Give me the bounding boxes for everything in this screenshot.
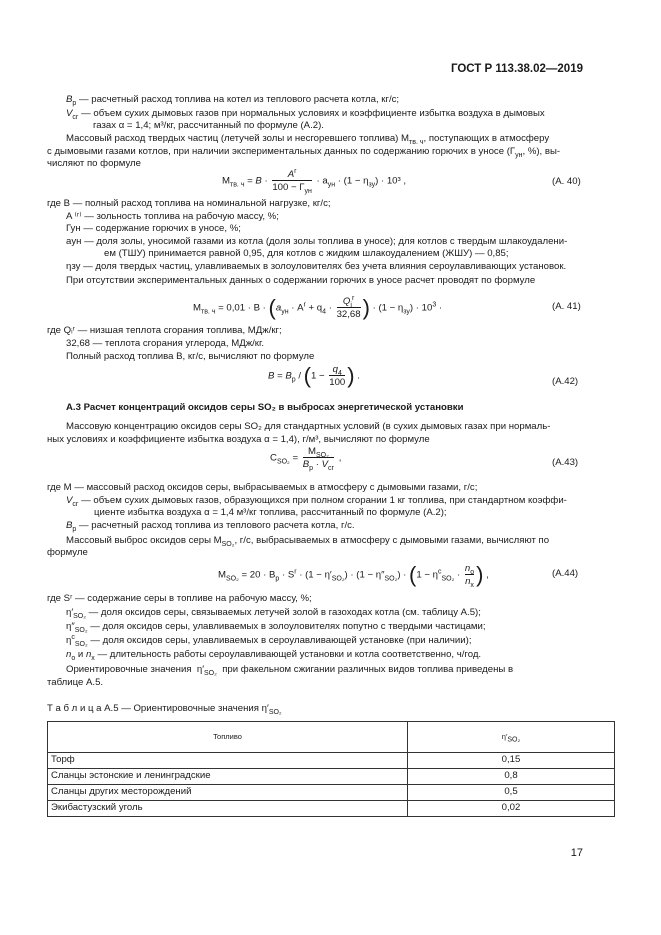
para1-line2: с дымовыми газами котлов, при наличии экспериментальных данных по содержанию горючих в уносе ($Г_{ун}$, %), вы-: [47, 146, 561, 159]
table-cell-value: 0,02: [408, 801, 615, 817]
para-approx-values: Ориентировочные значения $\eta'_{SO_2}$ при факельном сжигании различных видов топлива приведены в: [66, 664, 514, 677]
def-b: где B — полный расход топлива на номинальной нагрузке, кг/с;: [47, 198, 331, 209]
def-3268: 32,68 — теплота сгорания углерода, МДж/кг.: [66, 338, 264, 349]
para-mass-emission: Массовый выброс оксидов серы $M_{SO_2}$, г/с, выбрасываемых в атмосферу с дымовыми газами, вычисляют по: [66, 535, 550, 548]
para2-line1: Массовую концентрацию оксидов серы SO₂ для стандартных условий (в сухих дымовых газах при нормаль-: [66, 421, 551, 432]
def-sr: где Sʳ — содержание серы в топливе на рабочую массу, %;: [47, 593, 312, 604]
formula-a40-number: (А. 40): [552, 176, 581, 187]
para-no-experiment: При отсутствии экспериментальных данных о содержании горючих в уносе расчет проводят по формуле: [66, 275, 536, 286]
formula-a41-number: (А. 41): [552, 301, 581, 312]
formula-a41: $M_{тв. ч} = 0,01 \cdot B \cdot (a_{ун} \cdot A^r + q_4$ · $Q_i^r$ 32,68 ) · $(1 - \eta_{зу}) \cdot 10^3$ ·: [193, 294, 443, 320]
table-cell-value: 0,8: [408, 769, 615, 785]
def-eta1: $\eta'_{SO_2}$ — доля оксидов серы, связываемых летучей золой в газоходах котла (см. таблицу А.5);: [66, 607, 481, 620]
table-row: [48, 769, 615, 785]
def-vcg2-line2: циенте избытка воздуха α = 1,4 м³/кг топлива, рассчитанный по формуле (А.2);: [94, 507, 447, 518]
table-header-fuel: Топливо: [48, 722, 408, 753]
section-a3-title: А.3 Расчет концентраций оксидов серы SO₂ в выбросах энергетической установки: [66, 402, 464, 413]
page-number: 17: [570, 847, 583, 859]
para-mass-emission-line2: формуле: [47, 547, 88, 558]
formula-a42-number: (А.42): [552, 376, 579, 387]
def-vcg2-line1: $V_{сг}$ — объем сухих дымовых газов, образующихся при полном сгорании 1 кг топлива, при стандартном коэффи-: [66, 495, 567, 508]
table-cell-value: 0,15: [408, 753, 615, 769]
def-vcg-line1: $V_{сг}$ — объем сухих дымовых газов при нормальных условиях и коэффициенте избытка воздуха в дымовых: [66, 108, 545, 121]
def-mso2: где M — массовый расход оксидов серы, выбрасываемых в атмосферу с дымовыми газами, г/с;: [47, 482, 478, 493]
def-gun: Гун — содержание горючих в уносе, %;: [66, 223, 241, 234]
para-full-consumption: Полный расход топлива B, кг/с, вычисляют по формуле: [66, 351, 315, 362]
def-vcg-line2: газах α = 1,4; м³/кг, рассчитанный по формуле (А.2).: [93, 120, 324, 131]
def-no-nx: $n_о$ и $n_x$ — длительность работы сероулавливающей установки и котла соответственно, ч/год.: [66, 649, 482, 662]
para2-line2: ных условиях и коэффициенте избытка воздуха α = 1,4), г/м³, вычисляют по формуле: [47, 434, 430, 445]
def-qir: где Qᵢʳ — низшая теплота сгорания топлива, МДж/кг;: [47, 325, 282, 336]
para1-line3: числяют по формуле: [47, 158, 141, 169]
formula-a43-number: (А.43): [552, 457, 579, 468]
formula-a44-number: (А.44): [552, 568, 579, 579]
table-cell-fuel: Торф: [48, 753, 408, 769]
document-header: ГОСТ Р 113.38.02—2019: [450, 63, 583, 75]
def-ar: A ⁽ʳ⁾ — зольность топлива на рабочую массу, %;: [66, 211, 279, 222]
table-cell-fuel: Экибастузский уголь: [48, 801, 408, 817]
def-aun-line2: ем (ТШУ) принимается равной 0,95, для котлов с жидким шлакоудалением (ЖШУ) — 0,85;: [104, 248, 509, 259]
formula-a43: $C_{SO_2}$ = $M_{SO_2}$ $B_р \cdot V_{сг}$ ,: [270, 446, 342, 472]
def-bp: $B_р$ — расчетный расход топлива на котел из теплового расчета котла, кг/с;: [66, 94, 400, 107]
def-bp2: $B_р$ — расчетный расход топлива из теплового расчета котла, г/с.: [66, 520, 355, 533]
table-row: [48, 801, 615, 817]
table-header-eta: $\eta'_{SO_2}$: [408, 722, 615, 753]
def-eta2: $\eta''_{SO_2}$ — доля оксидов серы, улавливаемых в золоуловителях попутно с твердыми частицами;: [66, 621, 486, 634]
formula-a42: $B = B_р / (1$ − $\frac{q_4}{100}$ ) .: [268, 363, 360, 388]
table-a5: [47, 721, 615, 817]
table-cell-fuel: Сланцы эстонские и ленинградские: [48, 769, 408, 785]
table-cell-value: 0,5: [408, 785, 615, 801]
table-row: [48, 753, 615, 769]
table-caption: Т а б л и ц а А.5 — Ориентировочные значения $\eta'_{SO_2}$: [47, 703, 282, 716]
para1-line1: Массовый расход твердых частиц (летучей золы и несгоревшего топлива) $M_{тв. ч}$, поступающих в атмосферу: [66, 133, 550, 146]
formula-a40: $M_{тв. ч} = B$ · $A^r$ $100 - Г_{ун}$ · $a_{ун} \cdot (1 - \eta_{зу}) \cdot 10^3$ ,: [222, 167, 407, 195]
table-header-row: [48, 722, 615, 753]
def-etazu: ηзу — доля твердых частиц, улавливаемых в золоуловителях без учета влияния сероулавливающих установок.: [66, 261, 567, 272]
table-cell-fuel: Сланцы других месторождений: [48, 785, 408, 801]
formula-a44: $M_{SO_2} = 20 \cdot B_р \cdot S^r \cdot (1 - \eta'_{SO_2}) \cdot (1 - \eta''_{SO_2}) \cdot (1 - \eta^с_{SO_2}$ · $n_о$ $n_x$ ) ,: [218, 562, 489, 589]
table-row: [48, 785, 615, 801]
def-aun-line1: aун — доля золы, уносимой газами из котла (доля золы топлива в уносе); для котлов с твердым шлакоудалени-: [66, 236, 568, 247]
para-approx-values-line2: таблице А.5.: [47, 677, 104, 688]
def-eta3: $\eta^с_{SO_2}$ — доля оксидов серы, улавливаемых в сероулавливающей установке (при наличии);: [66, 633, 472, 648]
